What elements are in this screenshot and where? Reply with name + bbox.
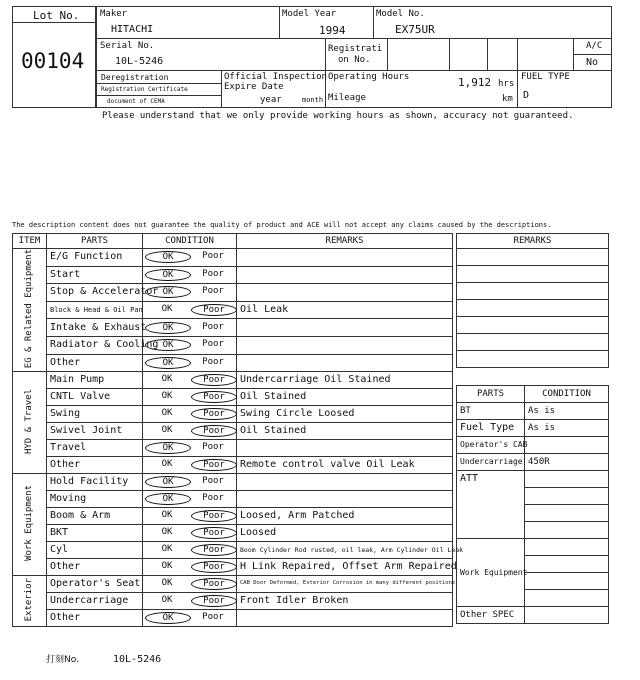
poor-option: Poor: [191, 595, 237, 607]
part-name: Block & Head & Oil Pan: [47, 301, 143, 319]
work-equipment-label: Work Equipment: [457, 539, 525, 607]
info-box: [96, 6, 612, 108]
poor-option: Poor: [202, 286, 224, 297]
ac-value: No: [586, 57, 599, 68]
part-name: Start: [47, 266, 143, 284]
poor-option: Poor: [202, 339, 224, 350]
condition-cell: [143, 474, 237, 491]
remark: Oil Leak: [237, 301, 453, 319]
poor-option: Poor: [191, 561, 237, 573]
item-group-text: EG & Related Equipment: [24, 249, 34, 369]
lot-number: 00104: [21, 49, 85, 73]
condition-header: CONDITION: [143, 234, 237, 249]
side-condition-header: CONDITION: [525, 386, 609, 403]
side-cond-bt: As is: [525, 403, 609, 420]
part-name: Intake & Exhaust: [47, 319, 143, 337]
ok-option: OK: [145, 339, 191, 351]
remark: Remote control valve Oil Leak: [237, 457, 453, 474]
table-row: [13, 610, 453, 627]
inspection-label-1: Official Inspection: [224, 72, 327, 82]
poor-option: Poor: [191, 425, 237, 437]
part-name: Swivel Joint: [47, 423, 143, 440]
inspection-label-2: Expire Date: [224, 82, 284, 92]
remark: [237, 266, 453, 284]
side-cond-undercarriage: 450R: [525, 454, 609, 471]
part-name: Stop & Accelerator: [47, 284, 143, 302]
poor-option: Poor: [191, 459, 237, 471]
disclaimer: The description content does not guarantee the quality of product and ACE will not accept any claims caused by the descriptions.: [12, 221, 552, 229]
part-name: Operator's Seat: [47, 576, 143, 593]
km-label: km: [502, 94, 513, 104]
ok-option: OK: [161, 595, 173, 606]
remark: Front Idler Broken: [237, 593, 453, 610]
table-row: [13, 354, 453, 372]
lot-box: [12, 6, 96, 108]
side-remark-row: [457, 351, 609, 368]
table-row: [13, 576, 453, 593]
side-remark-row: [457, 300, 609, 317]
side-remarks-table: [456, 233, 609, 368]
lot-label: Lot No.: [33, 9, 80, 22]
condition-cell: [143, 610, 237, 627]
fuel-type-label: FUEL TYPE: [521, 72, 570, 82]
registration-label-1: Registrati: [328, 44, 383, 54]
model-no-label: Model No.: [376, 9, 425, 19]
condition-table: [12, 233, 464, 627]
part-name: BKT: [47, 525, 143, 542]
maker-label: Maker: [100, 9, 128, 19]
table-row: [13, 457, 453, 474]
condition-cell: [143, 423, 237, 440]
condition-cell: [143, 354, 237, 372]
ok-option: OK: [145, 357, 191, 369]
table-row: [13, 336, 453, 354]
part-name: Cyl: [47, 542, 143, 559]
condition-cell: [143, 525, 237, 542]
part-name: Other: [47, 610, 143, 627]
table-row: [13, 301, 453, 319]
condition-cell: [143, 406, 237, 423]
side-part-fuel-type: Fuel Type: [457, 420, 525, 437]
poor-option: Poor: [191, 527, 237, 539]
year-label: year: [260, 95, 282, 105]
cema-label: document of CEMA: [107, 98, 165, 105]
side-cond-operators-cab: [525, 437, 609, 454]
hrs-label: hrs: [498, 79, 515, 89]
remark: [237, 284, 453, 302]
poor-option: Poor: [191, 304, 237, 316]
side-parts-table: [456, 385, 609, 624]
poor-option: Poor: [191, 391, 237, 403]
ok-option: OK: [161, 304, 173, 315]
ok-option: OK: [145, 612, 191, 624]
remarks-header: REMARKS: [237, 234, 453, 249]
side-remark-row: [457, 249, 609, 266]
item-group-text: Exterior: [24, 578, 34, 622]
part-name: Travel: [47, 440, 143, 457]
remark: H Link Repaired, Offset Arm Repaired: [237, 559, 453, 576]
condition-cell: [143, 266, 237, 284]
poor-option: Poor: [202, 442, 224, 453]
table-row: [13, 593, 453, 610]
remark: Oil Stained: [237, 389, 453, 406]
ok-option: OK: [161, 425, 173, 436]
table-row: [13, 266, 453, 284]
condition-cell: [143, 593, 237, 610]
poor-option: Poor: [191, 408, 237, 420]
ok-option: OK: [145, 476, 191, 488]
side-part-operators-cab: Operator's CAB: [457, 437, 525, 454]
remark: Swing Circle Loosed: [237, 406, 453, 423]
remark: Loosed: [237, 525, 453, 542]
condition-cell: [143, 249, 237, 267]
side-remark-row: [457, 317, 609, 334]
part-name: Undercarriage: [47, 593, 143, 610]
poor-option: Poor: [191, 578, 237, 590]
item-group-label: [13, 372, 47, 474]
remark: [237, 336, 453, 354]
side-remark-row: [457, 334, 609, 351]
condition-cell: [143, 457, 237, 474]
ok-option: OK: [161, 527, 173, 538]
table-row: [13, 389, 453, 406]
side-part-bt: BT: [457, 403, 525, 420]
month-label: month: [302, 96, 324, 104]
hours-notice: Please understand that we only provide working hours as shown, accuracy not guaranteed.: [102, 111, 574, 121]
ok-option: OK: [161, 408, 173, 419]
condition-cell: [143, 491, 237, 508]
model-year-label: Model Year: [282, 9, 337, 19]
registration-certificate-label: Registration Certificate: [101, 86, 188, 93]
ok-option: OK: [145, 322, 191, 334]
other-spec-label: Other SPEC: [457, 607, 525, 624]
model-year-value: 1994: [319, 24, 346, 37]
part-name: Other: [47, 354, 143, 372]
ok-option: OK: [145, 493, 191, 505]
part-name: Swing: [47, 406, 143, 423]
part-name: Main Pump: [47, 372, 143, 389]
table-row: [13, 423, 453, 440]
ok-option: OK: [161, 374, 173, 385]
condition-cell: [143, 440, 237, 457]
remark: [237, 474, 453, 491]
ok-option: OK: [161, 510, 173, 521]
condition-cell: [143, 389, 237, 406]
table-row: [13, 474, 453, 491]
remark: [237, 491, 453, 508]
mileage-label: Mileage: [328, 93, 366, 103]
serial-value: 10L-5246: [115, 56, 164, 67]
remark: CAB Door Deformed, Exterior Corrosion in many different positions: [237, 576, 453, 593]
side-remark-row: [457, 283, 609, 300]
part-name: Hold Facility: [47, 474, 143, 491]
att-label: ATT: [457, 471, 525, 539]
table-row: [13, 372, 453, 389]
serial-label: Serial No.: [100, 41, 155, 51]
poor-option: Poor: [202, 321, 224, 332]
ok-option: OK: [145, 442, 191, 454]
part-name: Boom & Arm: [47, 508, 143, 525]
remark: Oil Stained: [237, 423, 453, 440]
ac-label: A/C: [586, 41, 603, 51]
poor-option: Poor: [191, 374, 237, 386]
condition-cell: [143, 559, 237, 576]
ok-option: OK: [161, 544, 173, 555]
table-row: [13, 406, 453, 423]
part-name: Moving: [47, 491, 143, 508]
ok-option: OK: [161, 459, 173, 470]
table-row: [13, 284, 453, 302]
ok-option: OK: [145, 251, 191, 263]
condition-cell: [143, 508, 237, 525]
table-row: [13, 508, 453, 525]
fuel-type-value: D: [523, 90, 530, 101]
condition-cell: [143, 576, 237, 593]
ok-option: OK: [145, 286, 191, 298]
part-name: Radiator & Cooling: [47, 336, 143, 354]
maker-value: HITACHI: [111, 24, 154, 35]
remark: Loosed, Arm Patched: [237, 508, 453, 525]
condition-cell: [143, 301, 237, 319]
part-name: Other: [47, 457, 143, 474]
condition-cell: [143, 372, 237, 389]
parts-header: PARTS: [47, 234, 143, 249]
side-parts-header: PARTS: [457, 386, 525, 403]
poor-option: Poor: [202, 493, 224, 504]
stamp-no-value: 10L-5246: [113, 654, 162, 665]
item-group-label: [13, 249, 47, 372]
remark: Undercarriage Oil Stained: [237, 372, 453, 389]
item-header: ITEM: [13, 234, 47, 249]
table-row: [13, 249, 453, 267]
remark: [237, 440, 453, 457]
side-remark-row: [457, 266, 609, 283]
poor-option: Poor: [191, 510, 237, 522]
ok-option: OK: [161, 391, 173, 402]
condition-cell: [143, 542, 237, 559]
item-group-label: [13, 474, 47, 576]
remark: [237, 610, 453, 627]
table-row: [13, 440, 453, 457]
table-row: [13, 559, 453, 576]
item-group-text: HYD & Travel: [24, 388, 34, 454]
model-no-value: EX75UR: [395, 23, 435, 36]
operating-hours-value: 1,912: [458, 76, 492, 89]
ok-option: OK: [145, 269, 191, 281]
ok-option: OK: [161, 578, 173, 589]
ok-option: OK: [161, 561, 173, 572]
operating-hours-label: Operating Hours: [328, 72, 410, 82]
deregistration-label: Deregistration: [101, 73, 169, 82]
table-row: [13, 319, 453, 337]
poor-option: Poor: [191, 544, 237, 556]
condition-cell: [143, 319, 237, 337]
remark: Boom Cylinder Rod rusted, oil leak, Arm Cylinder Oil Leak: [237, 542, 453, 559]
poor-option: Poor: [202, 356, 224, 367]
condition-cell: [143, 284, 237, 302]
registration-label-2: on No.: [338, 55, 371, 65]
side-remarks-header: REMARKS: [457, 234, 609, 249]
part-name: CNTL Valve: [47, 389, 143, 406]
table-row: [13, 542, 453, 559]
poor-option: Poor: [202, 476, 224, 487]
remark: [237, 249, 453, 267]
poor-option: Poor: [202, 251, 224, 262]
side-cond-fuel-type: As is: [525, 420, 609, 437]
side-part-undercarriage: Undercarriage: [457, 454, 525, 471]
item-group-text: Work Equipment: [24, 485, 34, 562]
part-name: Other: [47, 559, 143, 576]
remark: [237, 319, 453, 337]
item-group-label: [13, 576, 47, 627]
poor-option: Poor: [202, 268, 224, 279]
part-name: E/G Function: [47, 249, 143, 267]
table-row: [13, 525, 453, 542]
stamp-no-label: 打刻No.: [46, 655, 79, 665]
condition-cell: [143, 336, 237, 354]
remark: [237, 354, 453, 372]
table-row: [13, 491, 453, 508]
poor-option: Poor: [202, 612, 224, 623]
